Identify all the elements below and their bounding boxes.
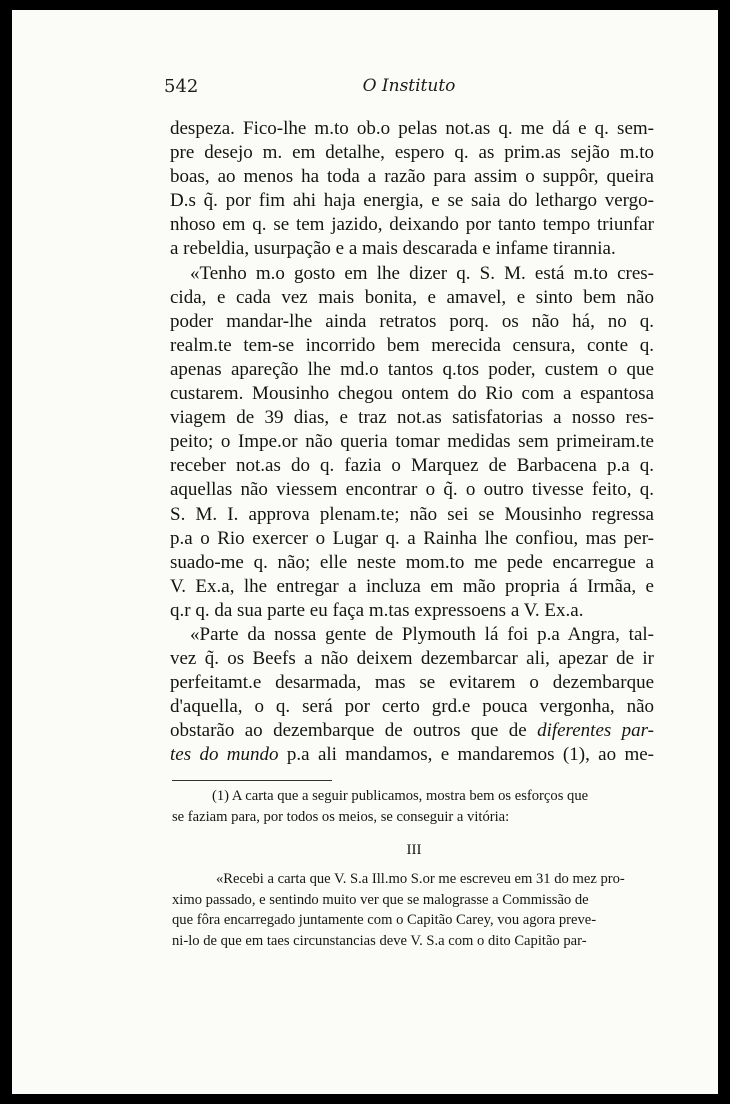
- body-line: aquellas não viessem encontrar o q̃. o outro tivesse feito, q.: [170, 479, 654, 501]
- body-text: [170, 117, 654, 768]
- body-line: custarem. Mousinho chegou ontem do Rio com a espantosa: [170, 383, 654, 405]
- body-line: peito; o Impe.or não queria tomar medidas sem primeiram.te: [170, 431, 654, 453]
- body-line: boas, ao menos ha toda a razão para assim o suppôr, queira: [170, 166, 654, 188]
- book-page: [12, 10, 718, 1094]
- body-line: q.r q. da sua parte eu faça m.tas expressoens a V. Ex.a.: [170, 599, 584, 621]
- body-line: cida, e cada vez mais bonita, e amavel, e sinto bem não: [170, 286, 654, 308]
- body-line: viagem de 39 dias, e traz not.as satisfatorias a nosso res-: [170, 407, 654, 429]
- body-line: realm.te tem-se incorrido bem merecida censura, conte q.: [170, 334, 654, 356]
- document-line: que fôra encarregado juntamente com o Capitão Carey, vou agora preve-: [172, 912, 597, 928]
- page-number: 542: [164, 76, 199, 97]
- document-line: «Recebi a carta que V. S.a Ill.mo S.or me escreveu em 31 do mez pro-: [216, 871, 625, 887]
- body-line: receber not.as do q. fazia o Marquez de Barbacena p.a q.: [170, 455, 654, 477]
- emphasis-text: diferentes par-: [537, 720, 655, 742]
- footnote-rule: [172, 780, 332, 781]
- footnote-block: [172, 786, 656, 951]
- body-line: S. M. I. approva plenam.te; não sei se Mousinho regressa: [170, 503, 654, 525]
- emphasis-text: tes do mundo: [170, 744, 279, 766]
- body-line: [170, 743, 654, 767]
- body-line: perfeitamt.e desarmada, mas se evitarem o dezembarque: [170, 672, 654, 694]
- body-line: D.s q̃. por fim ahi haja energia, e se saia do lethargo vergo-: [170, 190, 654, 212]
- body-line: a rebeldia, usurpação e a mais descarada e infame tirannia.: [170, 238, 616, 260]
- footnote-line: se faziam para, por todos os meios, se conseguir a vitória:: [172, 808, 510, 825]
- footnote-line: (1) A carta que a seguir publicamos, mostra bem os esforços que: [212, 788, 589, 804]
- running-title: O Instituto: [362, 76, 456, 96]
- body-line: nhoso em q. se tem jazido, deixando por tanto tempo triunfar: [170, 214, 654, 236]
- document-line: ximo passado, e sentindo muito ver que se malograsse a Commissão de: [172, 891, 589, 908]
- body-line: d'aquella, o q. será por certo grd.e pouca vergonha, não: [170, 696, 654, 718]
- body-line: despeza. Fico-lhe m.to ob.o pelas not.as q. me dá e q. sem-: [170, 118, 654, 139]
- body-line: «Parte da nossa gente de Plymouth lá foi p.a Angra, tal-: [190, 623, 654, 645]
- body-line: poder mandar-lhe ainda retratos porq. os não há, no q.: [170, 310, 654, 332]
- body-line: apenas apareção lhe md.o tantos q.tos poder, custem o que: [170, 358, 654, 380]
- body-line-text: p.a ali mandamos, e mandaremos (1), ao me-: [286, 744, 655, 766]
- body-line: suado-me q. não; elle neste mom.to me pede encarregue a: [170, 551, 654, 573]
- body-line: p.a o Rio exercer o Lugar q. a Rainha lhe confiou, mas per-: [170, 527, 654, 549]
- body-line: V. Ex.a, lhe entregar a incluza em mão propria á Irmãa, e: [170, 575, 654, 597]
- section-number: III: [406, 842, 422, 858]
- body-line: vez q̃. os Beefs a não deixem dezembarcar ali, apezar de ir: [170, 648, 654, 670]
- running-head: [164, 76, 654, 104]
- document-line: ni-lo de que em taes circunstancias deve V. S.a com o dito Capitão par-: [172, 932, 587, 949]
- body-line: pre desejo m. em detalhe, espero q. as prim.as sejão m.to: [170, 142, 654, 164]
- body-line: «Tenho m.o gosto em lhe dizer q. S. M. está m.to cres-: [190, 262, 654, 284]
- body-line-text: obstarão ao dezembarque de outros que de: [170, 720, 527, 742]
- body-line: [170, 719, 654, 743]
